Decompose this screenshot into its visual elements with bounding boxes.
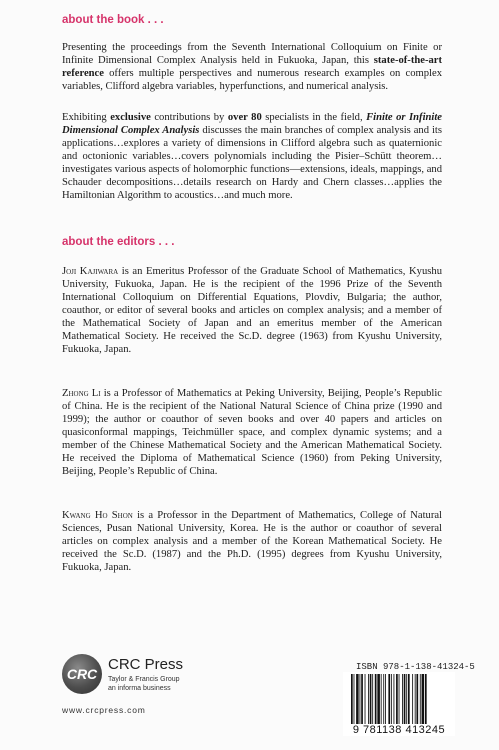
emphasis-span: exclusive [110,112,151,123]
barcode-bar [351,674,353,726]
barcode-bars-icon [351,674,447,726]
barcode-bar [368,674,369,726]
text-span: discusses the main branches of complex analysis and its applications…explores a variety of dimensions in Clifford algebra such as quaternionic and octonionic variables…covers polynomials including the Pisier–Schütt theorem…investigates various aspects of holomorphic functions—extensions, ideals, mappings, and Schauder decompositions…details research on Hardy and Chern classes…applies the Hamiltonian Algorithm to acoustics…and much more. [62,125,442,201]
barcode-bar [372,674,373,726]
barcode-bar [425,674,427,726]
barcode-bar [360,674,361,726]
editor-name: Zhong Li [62,388,101,399]
text-span: Presenting the proceedings from the Seventh International Colloquium on Finite or Infinite Dimensional Complex Analysis held in Fukuoka, Japan, this [62,42,442,66]
barcode-bar [375,674,377,726]
text-span: offers multiple perspectives and numerous research examples on complex variables, Clifford algebra variables, hyperfunctions, and numerical analysis. [62,68,442,92]
text-span: contributions by [150,112,228,123]
barcode-bar [381,674,382,726]
text-span: specialists in the field, [261,112,367,123]
barcode-bar [388,674,390,726]
barcode-bar [356,674,359,726]
barcode-bar [415,674,416,726]
barcode-bar [416,674,418,726]
editor-name: Kwang Ho Shon [62,510,133,521]
barcode-bar [422,674,425,726]
editor-shon-bio [62,509,442,574]
publisher-group: Taylor & Francis Group [108,676,180,683]
barcode-bar [402,674,403,726]
editor-name: Joji Kajiwara [62,266,119,277]
barcode-bar [404,674,406,726]
barcode-bar [391,674,392,726]
text-span: is a Professor of Mathematics at Peking University, Beijing, People’s Republic of China. He is the recipient of the National Natural Science of China prize (1990 and 1999); the author or coauthor of seven books and over 40 papers and articles on quasiconformal mappings, Teichmüller space, and complex dynamic systems; and a member of the Chinese Mathematical Society and the American Mathematical Society. He received the Diploma of Mathematical Science (1960) from Peking University, Beijing, People’s Republic of China. [62,388,442,477]
publisher-name: CRC Press [108,656,184,673]
barcode-bar [365,674,366,726]
barcode-bar [406,674,407,726]
book-title-span: Finite or Infinite Dimensional Complex Analysis [62,112,442,136]
emphasis-span: over 80 [227,112,262,123]
barcode-bar [354,674,355,726]
barcode-bar [396,674,398,726]
publisher-url: www.crcpress.com [62,705,146,715]
barcode-bar [370,674,372,726]
barcode-bar [383,674,384,726]
emphasis-span: state-of-the-art reference [62,55,442,79]
barcode-bar [377,674,380,726]
text-span: is a Professor in the Department of Mathematics, College of Natural Sciences, Pusan National University, Korea. He is the author or coauthor of several articles on complex analysis and a member of the Korean Mathematical Society. He received the Sc.D. (1987) and the Ph.D. (1995) degrees from Kyushu University, Fukuoka, Japan. [62,510,442,573]
text-span: is an Emeritus Professor of the Graduate School of Mathematics, Kyushu University, Fukuoka, Japan. He is the recipient of the 1996 Prize of the Seventh International Colloquium on Differential Equations, Plovdiv, Bulgaria; the author, coauthor, or editor of several books and articles on complex analysis; and a member of the Mathematical Society of Japan and an emeritus member of the American Mathematical Society. He received the Sc.D. degree (1963) from Kyushu University, Fukuoka, Japan. [62,266,442,355]
barcode-bar [399,674,400,726]
text-span: Exhibiting [62,112,111,123]
barcode-bar [412,674,413,726]
barcode-bar [394,674,395,726]
about-book-paragraph-1 [62,41,442,93]
publisher-logo [62,650,222,720]
barcode-bar [408,674,410,726]
isbn-digits: 9 781138 413245 [343,724,455,736]
publisher-parent: an informa business [108,685,171,692]
barcode-bar [385,674,386,726]
barcode-bar [420,674,421,726]
crc-logo-icon: CRC [62,654,102,694]
isbn-label: ISBN 978-1-138-41324-5 [356,662,475,672]
about-book-paragraph-2 [62,111,442,202]
barcode-bar [361,674,363,726]
editor-kajiwara-bio [62,265,442,356]
publisher-subtitle [108,675,180,693]
editor-li-bio [62,387,442,478]
about-book-heading: about the book . . . [62,14,164,26]
about-editors-heading: about the editors . . . [62,236,175,248]
